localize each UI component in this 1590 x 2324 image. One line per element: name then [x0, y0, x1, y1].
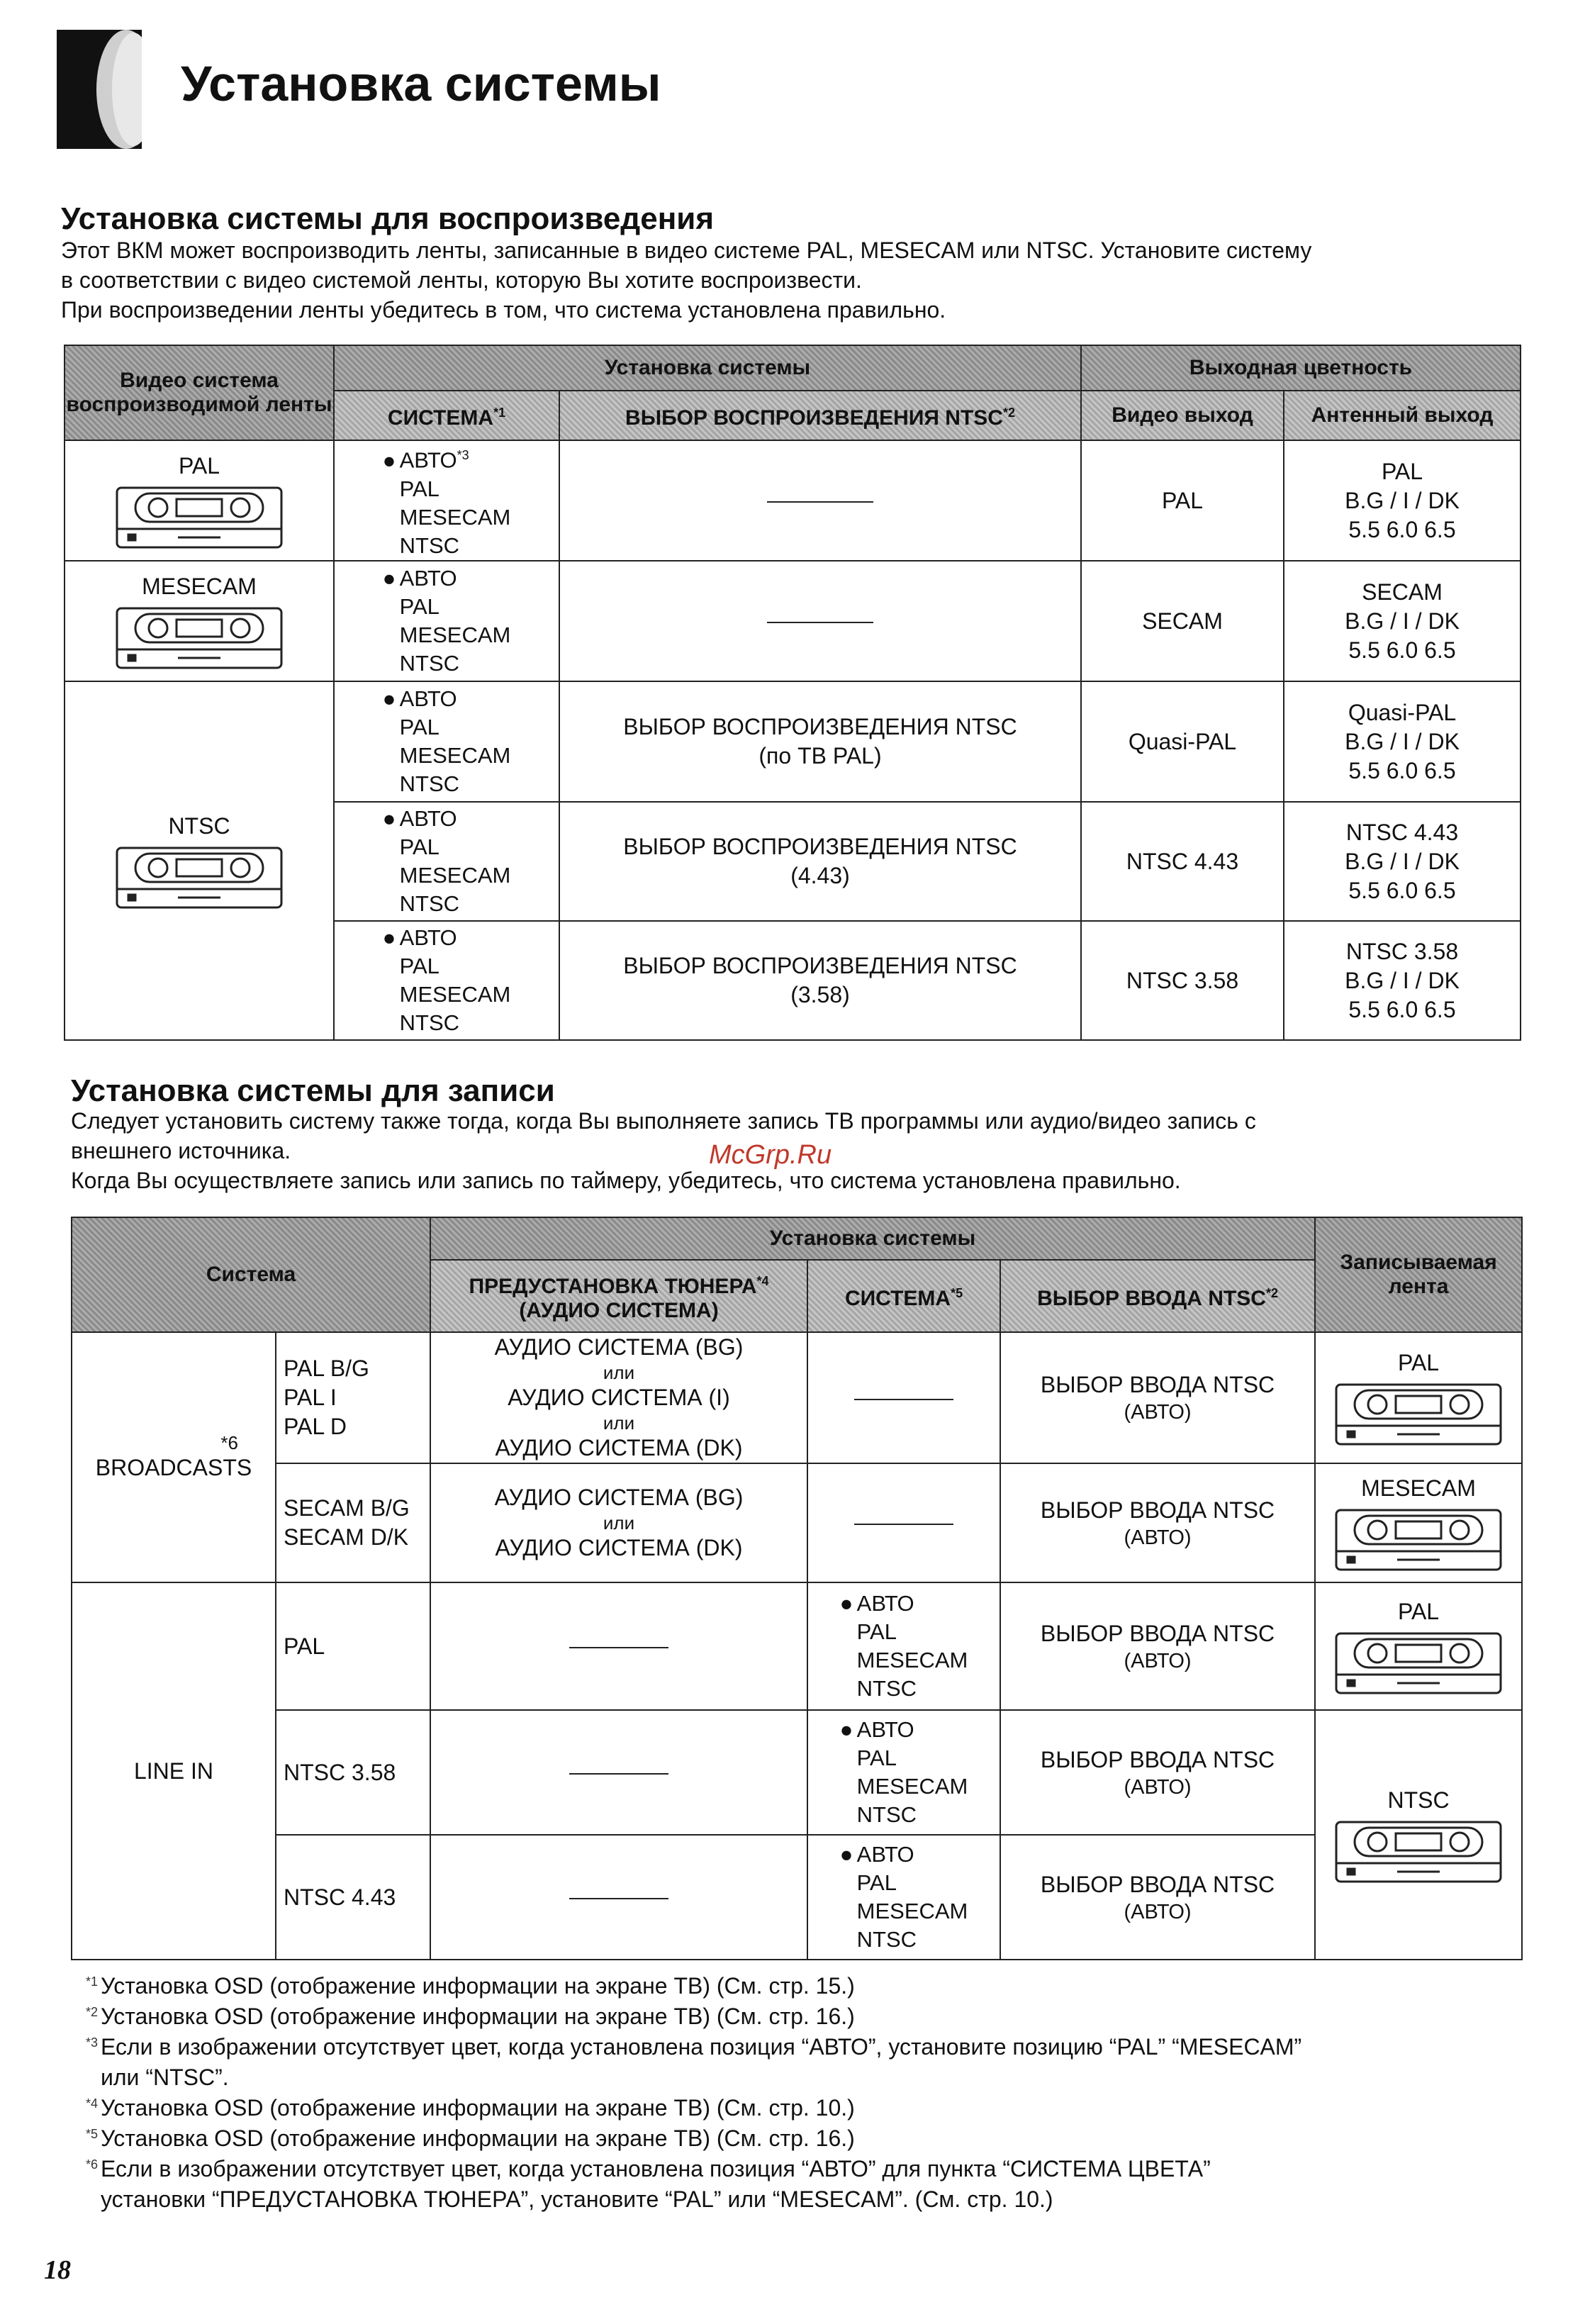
audio-item: АУДИО СИСТЕМА (DK): [495, 1535, 743, 1560]
tape-label: PAL: [178, 452, 220, 479]
or-label: или: [603, 1362, 635, 1383]
source-cell: [276, 1332, 430, 1463]
empty-dash: [767, 622, 873, 623]
broadcasts-label: BROADCASTS: [95, 1455, 252, 1480]
playback-intro-line: Этот ВКМ может воспроизводить ленты, записанные в видео системе PAL, MESECAM или NTSC. Установите систему: [61, 238, 1312, 263]
option-item: MESECAM: [856, 1648, 968, 1672]
table-row: [72, 1710, 1522, 1835]
antenna-out-cell: [1284, 802, 1521, 921]
header-tuner-preset-label: [431, 1269, 807, 1299]
footnote: [71, 2093, 1531, 2123]
header-ntsc-input-label: ВЫБОР ВВОДА NTSC: [1037, 1287, 1266, 1310]
header-setup: Установка системы: [430, 1217, 1315, 1260]
system-options: ● АВТО PAL MESECAM NTSC: [807, 1710, 1000, 1835]
footnote-ref: *6: [220, 1432, 238, 1453]
source-cell: NTSC 3.58: [276, 1710, 430, 1835]
ntsc-select-sub: (4.43): [790, 863, 850, 888]
option-item: MESECAM: [856, 1899, 968, 1923]
antenna-bands: B.G / I / DK: [1345, 608, 1460, 634]
footnote-text: Установка OSD (отображение информации на экране ТВ) (См. стр. 16.): [101, 2004, 855, 2029]
ntsc-select-cell: [559, 802, 1081, 921]
option-item: АВТО: [399, 686, 457, 711]
source-item: SECAM D/K: [284, 1524, 409, 1550]
antenna-bands: B.G / I / DK: [1345, 487, 1460, 513]
or-label: или: [603, 1512, 635, 1533]
header-tuner-preset: [430, 1260, 807, 1332]
antenna-system: PAL: [1381, 458, 1423, 484]
option-item: NTSC: [399, 891, 460, 916]
option-item: MESECAM: [399, 622, 511, 647]
header-tuner-preset-text: ПРЕДУСТАНОВКА ТЮНЕРА: [469, 1275, 757, 1298]
antenna-out-cell: [1284, 921, 1521, 1040]
ntsc-input-cell: [1000, 1835, 1315, 1960]
cassette-icon: [1333, 1819, 1504, 1884]
footnote-ref: *5: [951, 1286, 963, 1300]
system-cell: [807, 1332, 1000, 1463]
cassette-icon: [1333, 1507, 1504, 1572]
footnote-mark: *6: [85, 2157, 98, 2172]
playback-intro: [61, 235, 1311, 325]
system-options: ● АВТО PAL MESECAM NTSC: [334, 681, 559, 802]
footnote-text: Установка OSD (отображение информации на экране ТВ) (См. стр. 10.): [101, 2095, 855, 2121]
ntsc-select-value: ВЫБОР ВОСПРОИЗВЕДЕНИЯ NTSC: [623, 714, 1017, 739]
option-item: NTSC: [856, 1676, 917, 1701]
ntsc-input-value: ВЫБОР ВВОДА NTSC: [1040, 1620, 1275, 1646]
footnote-text: Установка OSD (отображение информации на экране ТВ) (См. стр. 15.): [101, 1973, 855, 1999]
audio-system-cell: [430, 1463, 807, 1582]
option-item: PAL: [399, 715, 440, 739]
header-ntsc-select-label: ВЫБОР ВОСПРОИЗВЕДЕНИЯ NTSC: [625, 406, 1003, 430]
option-item: MESECAM: [856, 1774, 968, 1799]
tape-label: MESECAM: [142, 573, 257, 599]
footnote-ref: *3: [457, 448, 469, 463]
empty-dash: [767, 501, 873, 503]
footnote: [71, 2032, 1531, 2062]
audio-system-cell: [430, 1582, 807, 1710]
empty-dash: [569, 1773, 668, 1775]
footnote-text: Установка OSD (отображение информации на экране ТВ) (См. стр. 16.): [101, 2125, 855, 2151]
audio-system-cell: [430, 1332, 807, 1463]
option-item: MESECAM: [399, 743, 511, 768]
playback-intro-line: в соответствии с видео системой ленты, которую Вы хотите воспроизвести.: [61, 267, 862, 293]
footnote: [71, 2062, 1531, 2093]
header-video-system: Видео система воспроизводимой ленты: [65, 345, 334, 440]
tape-label: MESECAM: [1361, 1475, 1476, 1501]
empty-dash: [569, 1898, 668, 1899]
recording-intro-line: Когда Вы осуществляете запись или запись по таймеру, убедитесь, что система установлена правильно.: [71, 1168, 1181, 1193]
footnote: [71, 2001, 1531, 2032]
footnote-text: Если в изображении отсутствует цвет, когда установлена позиция “АВТО” для пункта “СИСТЕМА ЦВЕТА”: [101, 2156, 1211, 2181]
system-cell: [807, 1463, 1000, 1582]
tape-cell: [65, 681, 334, 1040]
recorded-tape-cell: [1315, 1582, 1522, 1710]
system-options: ● АВТО PAL MESECAM NTSC: [334, 802, 559, 921]
antenna-freqs: 5.5 6.0 6.5: [1348, 757, 1456, 783]
source-item: PAL I: [284, 1385, 337, 1410]
option-item: PAL: [856, 1745, 897, 1770]
option-item: PAL: [399, 594, 440, 619]
antenna-system: NTSC 3.58: [1345, 938, 1459, 964]
header-recorded-tape: Записываемая лента: [1315, 1217, 1522, 1332]
ntsc-input-sub: (АВТО): [1124, 1775, 1192, 1799]
footnote-ref: *4: [756, 1274, 769, 1288]
audio-item: АУДИО СИСТЕМА (BG): [494, 1485, 744, 1510]
video-out-cell: NTSC 3.58: [1081, 921, 1284, 1040]
system-options: ● АВТО PAL MESECAM NTSC: [334, 561, 559, 681]
antenna-bands: B.G / I / DK: [1345, 848, 1460, 874]
antenna-system: Quasi-PAL: [1348, 699, 1457, 725]
option-item: АВТО: [856, 1591, 914, 1616]
option-item: NTSC: [399, 1010, 460, 1035]
ntsc-input-value: ВЫБОР ВВОДА NTSC: [1040, 1372, 1275, 1397]
ntsc-select-cell: [559, 440, 1081, 561]
header-system: [334, 391, 559, 440]
option-item: MESECAM: [399, 504, 511, 530]
footnote: [71, 1971, 1531, 2001]
tape-cell: [65, 440, 334, 561]
empty-dash: [569, 1647, 668, 1648]
antenna-freqs: 5.5 6.0 6.5: [1348, 637, 1456, 663]
footnote-text: или “NTSC”.: [101, 2065, 229, 2090]
system-options: ● АВТО PAL MESECAM NTSC: [334, 921, 559, 1040]
empty-dash: [854, 1399, 953, 1400]
antenna-freqs: 5.5 6.0 6.5: [1348, 877, 1456, 903]
video-out-cell: PAL: [1081, 440, 1284, 561]
option-item: NTSC: [856, 1927, 917, 1952]
footnote-mark: *5: [85, 2127, 98, 2141]
cassette-icon: [1333, 1382, 1504, 1447]
option-item: АВТО: [399, 566, 457, 591]
footnote: [71, 2123, 1531, 2154]
empty-dash: [854, 1524, 953, 1525]
option-item: MESECAM: [399, 982, 511, 1007]
table-row: [72, 1332, 1522, 1463]
table-row: [65, 561, 1521, 681]
recorded-tape-cell: [1315, 1710, 1522, 1960]
option-item: NTSC: [399, 651, 460, 676]
option-item: NTSC: [399, 532, 460, 558]
ntsc-input-cell: [1000, 1582, 1315, 1710]
ntsc-select-cell: [559, 681, 1081, 802]
cassette-icon: [114, 605, 284, 671]
recording-table: [71, 1217, 1523, 1960]
table-row: [65, 681, 1521, 802]
audio-system-cell: [430, 1835, 807, 1960]
ntsc-select-cell: [559, 921, 1081, 1040]
or-label: или: [603, 1412, 635, 1434]
option-item: PAL: [856, 1870, 897, 1895]
ntsc-input-cell: [1000, 1463, 1315, 1582]
tape-label: PAL: [1397, 1350, 1440, 1375]
footnote: [71, 2154, 1531, 2184]
option-item: АВТО: [399, 806, 457, 831]
option-item: АВТО: [399, 447, 457, 473]
playback-table: [64, 345, 1521, 1041]
video-out-cell: NTSC 4.43: [1081, 802, 1284, 921]
ntsc-input-sub: (АВТО): [1124, 1401, 1192, 1424]
antenna-freqs: 5.5 6.0 6.5: [1348, 516, 1456, 542]
antenna-out-cell: [1284, 561, 1521, 681]
page-number: 18: [44, 2255, 71, 2285]
tape-label: NTSC: [1387, 1787, 1450, 1813]
tape-label: NTSC: [168, 812, 230, 839]
page-title: Установка системы: [181, 56, 661, 111]
footnote: [71, 2184, 1531, 2215]
recording-heading: Установка системы для записи: [71, 1073, 555, 1108]
watermark: McGrp.Ru: [709, 1140, 832, 1170]
section-tab-marker: [57, 30, 142, 149]
option-item: PAL: [856, 1619, 897, 1644]
antenna-bands: B.G / I / DK: [1345, 728, 1460, 754]
table-row: [72, 1835, 1522, 1960]
table-row: [72, 1582, 1522, 1710]
line-in-cell: LINE IN: [72, 1582, 276, 1960]
footnote-mark: *1: [85, 1974, 98, 1989]
source-cell: PAL: [276, 1582, 430, 1710]
system-options: ● АВТО$^{*3}$ PAL MESECAM NTSC: [334, 440, 559, 561]
footnotes: [71, 1971, 1531, 2215]
header-ntsc-select: [559, 391, 1081, 440]
ntsc-input-value: ВЫБОР ВВОДА NTSC: [1040, 1497, 1275, 1523]
antenna-bands: B.G / I / DK: [1345, 967, 1460, 993]
recorded-tape-cell: [1315, 1332, 1522, 1463]
recording-intro: [71, 1106, 1256, 1195]
audio-system-cell: [430, 1710, 807, 1835]
option-item: PAL: [399, 954, 440, 978]
ntsc-input-cell: [1000, 1710, 1315, 1835]
antenna-out-cell: [1284, 440, 1521, 561]
broadcasts-cell: [72, 1332, 276, 1582]
ntsc-input-cell: [1000, 1332, 1315, 1463]
recording-intro-line: внешнего источника.: [71, 1138, 291, 1163]
footnote-mark: *4: [85, 2096, 98, 2111]
playback-heading: Установка системы для воспроизведения: [61, 201, 714, 236]
cassette-icon: [114, 845, 284, 910]
antenna-system: NTSC 4.43: [1345, 819, 1459, 845]
header-antenna-out: Антенный выход: [1284, 391, 1521, 440]
video-out-cell: SECAM: [1081, 561, 1284, 681]
footnote-text: установки “ПРЕДУСТАНОВКА ТЮНЕРА”, установите “PAL” или “MESECAM”. (См. стр. 10.): [101, 2186, 1053, 2212]
source-item: PAL D: [284, 1414, 347, 1439]
system-options: ● АВТО PAL MESECAM NTSC: [807, 1582, 1000, 1710]
header-system-label: СИСТЕМА: [387, 406, 494, 430]
source-item: PAL B/G: [284, 1356, 369, 1381]
ntsc-input-value: ВЫБОР ВВОДА NTSC: [1040, 1871, 1275, 1897]
footnote-ref: *1: [493, 406, 506, 420]
footnote-mark: *3: [85, 2035, 98, 2050]
footnote-ref: *2: [1265, 1286, 1278, 1300]
footnote-mark: [71, 2184, 101, 2215]
footnote-text: Если в изображении отсутствует цвет, когда установлена позиция “АВТО”, установите позицию “PAL” “MESECAM”: [101, 2034, 1302, 2060]
header-video-out: Видео выход: [1081, 391, 1284, 440]
ntsc-input-sub: (АВТО): [1124, 1526, 1192, 1549]
audio-item: АУДИО СИСТЕМА (I): [508, 1385, 730, 1410]
option-item: MESECAM: [399, 863, 511, 888]
source-cell: NTSC 4.43: [276, 1835, 430, 1960]
table-row: [65, 440, 1521, 561]
audio-item: АУДИО СИСТЕМА (BG): [494, 1334, 744, 1360]
ntsc-select-value: ВЫБОР ВОСПРОИЗВЕДЕНИЯ NTSC: [623, 953, 1017, 978]
antenna-freqs: 5.5 6.0 6.5: [1348, 996, 1456, 1022]
cassette-icon: [114, 485, 284, 550]
footnote-ref: *2: [1002, 406, 1015, 420]
audio-item: АУДИО СИСТЕМА (DK): [495, 1435, 743, 1460]
playback-intro-line: При воспроизведении ленты убедитесь в том, что система установлена правильно.: [61, 297, 946, 323]
tape-label: PAL: [1397, 1598, 1440, 1624]
header-ntsc-input: [1000, 1260, 1315, 1332]
source-item: SECAM B/G: [284, 1495, 410, 1521]
footnote-mark: *2: [85, 2005, 98, 2019]
option-item: АВТО: [856, 1842, 914, 1867]
recording-intro-line: Следует установить систему также тогда, когда Вы выполняете запись ТВ программы или аудио/видео запись с: [71, 1108, 1256, 1134]
header-tuner-preset-sub: (АУДИО СИСТЕМА): [519, 1299, 719, 1322]
header-system-col: [807, 1260, 1000, 1332]
option-item: NTSC: [856, 1802, 917, 1827]
source-cell: [276, 1463, 430, 1582]
ntsc-input-sub: (АВТО): [1124, 1649, 1192, 1672]
antenna-out-cell: [1284, 681, 1521, 802]
option-item: АВТО: [399, 925, 457, 950]
video-out-cell: Quasi-PAL: [1081, 681, 1284, 802]
option-item: NTSC: [399, 771, 460, 796]
ntsc-select-sub: (3.58): [790, 982, 850, 1007]
header-system-col-label: СИСТЕМА: [844, 1287, 951, 1310]
footnote-mark: [71, 2062, 101, 2093]
recorded-tape-cell: [1315, 1463, 1522, 1582]
tape-cell: [65, 561, 334, 681]
ntsc-input-sub: (АВТО): [1124, 1900, 1192, 1923]
antenna-system: SECAM: [1362, 579, 1443, 605]
option-item: PAL: [399, 834, 440, 859]
option-item: PAL: [399, 476, 440, 501]
cassette-icon: [1333, 1631, 1504, 1696]
header-output-color: Выходная цветность: [1081, 345, 1521, 391]
table-row: [72, 1463, 1522, 1582]
ntsc-select-sub: (по ТВ PAL): [758, 743, 882, 769]
option-item: АВТО: [856, 1717, 914, 1742]
ntsc-select-value: ВЫБОР ВОСПРОИЗВЕДЕНИЯ NTSC: [623, 834, 1017, 859]
ntsc-input-value: ВЫБОР ВВОДА NTSC: [1040, 1746, 1275, 1772]
header-setup: Установка системы: [334, 345, 1081, 391]
system-options: ● АВТО PAL MESECAM NTSC: [807, 1835, 1000, 1960]
header-system: Система: [72, 1217, 430, 1332]
ntsc-select-cell: [559, 561, 1081, 681]
